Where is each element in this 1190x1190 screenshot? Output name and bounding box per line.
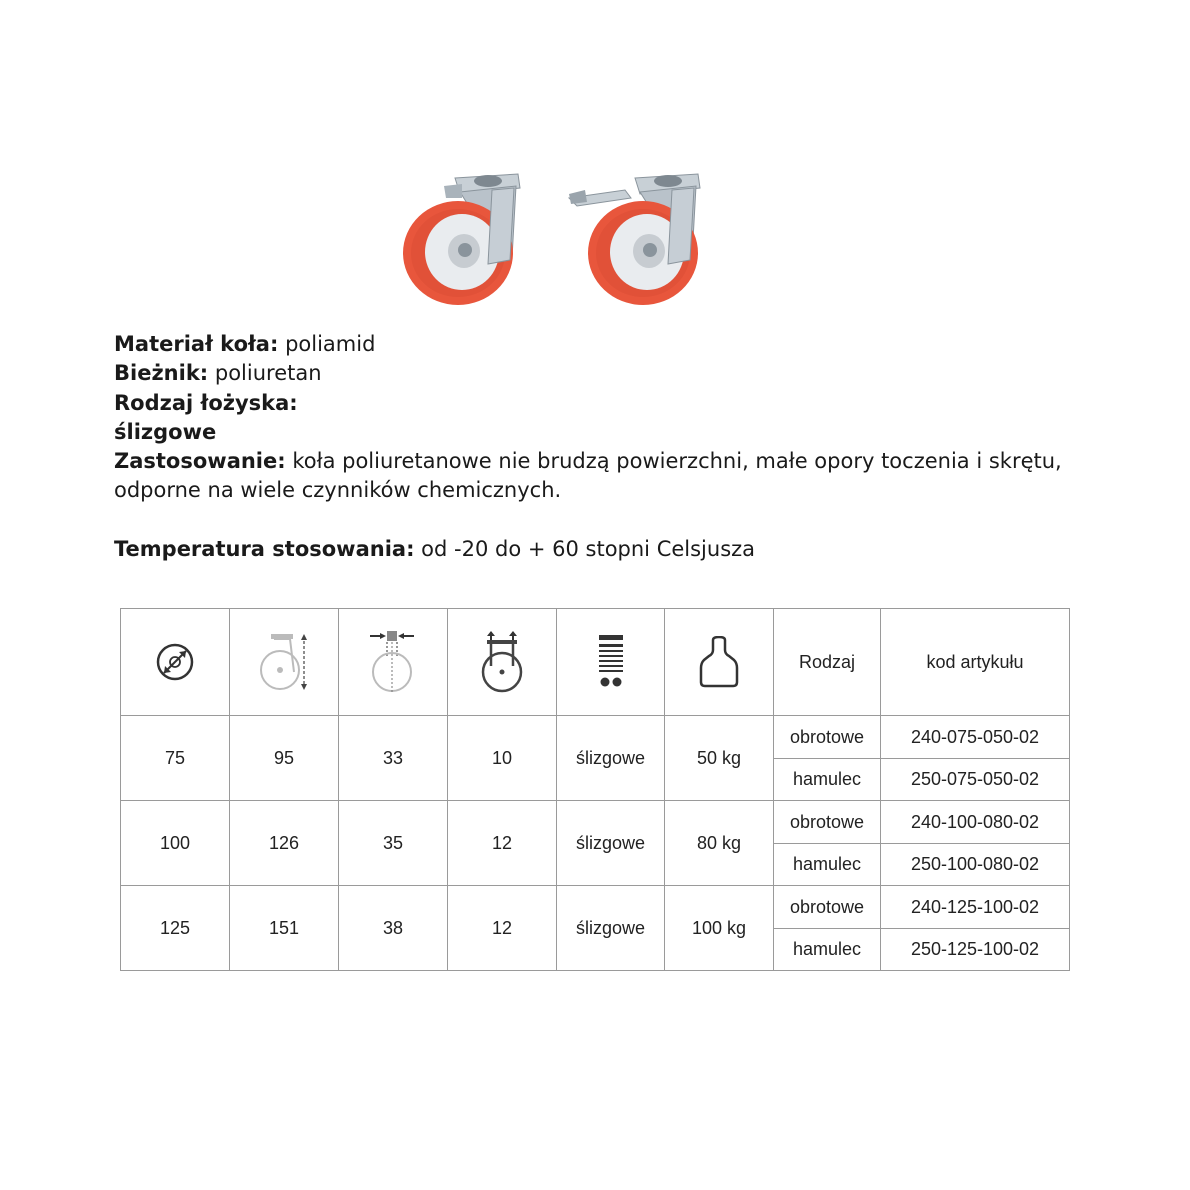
cell-hole: 12 [448, 801, 557, 886]
use-value: koła poliuretanowe nie brudzą powierzchni, małe opory toczenia i skrętu, odporne na wiele czynników chemicznych. [114, 449, 1062, 503]
cell-diameter: 100 [121, 801, 230, 886]
wheel-width-icon [368, 630, 418, 694]
cell-width: 35 [339, 801, 448, 886]
use-line [114, 447, 1104, 506]
bearing-line [114, 389, 1104, 418]
cell-code: 240-100-080-02 [881, 801, 1070, 844]
caster-brake-image [565, 168, 705, 308]
cell-load: 50 kg [665, 716, 774, 801]
bearing-label: Rodzaj łożyska: [114, 390, 298, 415]
header-code [881, 609, 1070, 716]
header-load [665, 609, 774, 716]
cell-hole: 12 [448, 886, 557, 971]
cell-code: 240-125-100-02 [881, 886, 1070, 929]
wheel-diameter-icon [155, 642, 195, 682]
header-height [230, 609, 339, 716]
header-bearing [557, 609, 665, 716]
cell-height: 95 [230, 716, 339, 801]
cell-diameter: 75 [121, 716, 230, 801]
cell-width: 38 [339, 886, 448, 971]
caster-swivel-image [400, 168, 525, 308]
cell-type: obrotowe [774, 801, 881, 844]
tread-label: Bieżnik: [114, 361, 209, 386]
cell-diameter: 125 [121, 886, 230, 971]
bolt-hole-icon [477, 630, 527, 694]
material-value: poliamid [285, 332, 376, 356]
bearing-value: ślizgowe [114, 419, 217, 444]
cell-load: 100 kg [665, 886, 774, 971]
cell-bearing: ślizgowe [557, 886, 665, 971]
cell-bearing: ślizgowe [557, 801, 665, 886]
header-width [339, 609, 448, 716]
material-label: Materiał koła: [114, 332, 279, 356]
cell-code: 250-125-100-02 [881, 929, 1070, 971]
header-diameter [121, 609, 230, 716]
code-header: kod artykułu [926, 651, 1024, 672]
cell-code: 240-075-050-02 [881, 716, 1070, 759]
cell-type: hamulec [774, 929, 881, 971]
tread-line [114, 359, 1104, 388]
cell-code: 250-100-080-02 [881, 844, 1070, 886]
load-capacity-icon [699, 636, 739, 688]
cell-height: 151 [230, 886, 339, 971]
tread-value: poliuretan [214, 361, 322, 386]
product-photos [400, 168, 710, 308]
table-row [121, 886, 1070, 929]
overall-height-icon [254, 632, 314, 692]
temperature-line [114, 535, 1104, 564]
cell-type: hamulec [774, 844, 881, 886]
temperature-label: Temperatura stosowania: [114, 536, 415, 561]
specifications [114, 330, 1104, 564]
bearing-value-line [114, 418, 1104, 447]
cell-type: obrotowe [774, 716, 881, 759]
header-type [774, 609, 881, 716]
table-row [121, 801, 1070, 844]
cell-type: hamulec [774, 759, 881, 801]
table-header-row [121, 609, 1070, 716]
type-header: Rodzaj [798, 651, 856, 672]
cell-code: 250-075-050-02 [881, 759, 1070, 801]
bearing-type-icon [597, 634, 625, 690]
material-line [114, 330, 1104, 359]
cell-hole: 10 [448, 716, 557, 801]
cell-width: 33 [339, 716, 448, 801]
cell-load: 80 kg [665, 801, 774, 886]
cell-type: obrotowe [774, 886, 881, 929]
table-row [121, 716, 1070, 759]
spec-table [120, 608, 1070, 971]
temperature-value: od -20 do + 60 stopni Celsjusza [421, 536, 756, 561]
header-hole [448, 609, 557, 716]
cell-bearing: ślizgowe [557, 716, 665, 801]
use-label: Zastosowanie: [114, 449, 286, 474]
cell-height: 126 [230, 801, 339, 886]
